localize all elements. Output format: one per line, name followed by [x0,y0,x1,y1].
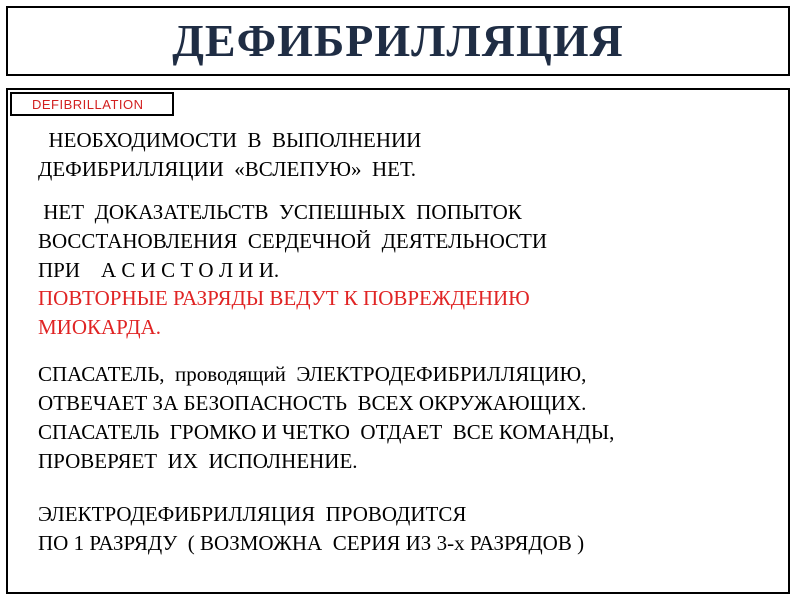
slide-title: ДЕФИБРИЛЛЯЦИЯ [172,15,624,66]
paragraph-line: НЕТ ДОКАЗАТЕЛЬСТВ УСПЕШНЫХ ПОПЫТОК [38,200,522,224]
paragraph-line: МИОКАРДА. [38,315,162,339]
tag-box [10,92,174,116]
paragraph-line: СПАСАТЕЛЬ, проводящий ЭЛЕКТРОДЕФИБРИЛЛЯЦИЮ, [38,362,587,386]
paragraph-line: ПО 1 РАЗРЯДУ ( ВОЗМОЖНА СЕРИЯ ИЗ 3-х РАЗРЯДОВ ) [38,531,585,555]
paragraph-line: ПРИ А С И С Т О Л И И. [38,258,280,282]
slide-tag: DEFIBRILLATION [32,96,144,112]
paragraph-rescuer-responsibility [38,360,614,476]
paragraph-line: ДЕФИБРИЛЛЯЦИИ «ВСЛЕПУЮ» НЕТ. [38,157,416,181]
paragraph-line: ВОССТАНОВЛЕНИЯ СЕРДЕЧНОЙ ДЕЯТЕЛЬНОСТИ [38,229,547,253]
paragraph-line: ПРОВЕРЯЕТ ИХ ИСПОЛНЕНИЕ. [38,449,358,473]
paragraph-line: ЭЛЕКТРОДЕФИБРИЛЛЯЦИЯ ПРОВОДИТСЯ [38,502,467,526]
paragraph-asystole [38,198,547,285]
paragraph-line: ОТВЕЧАЕТ ЗА БЕЗОПАСНОСТЬ ВСЕХ ОКРУЖАЮЩИХ. [38,391,587,415]
title-box [6,6,790,76]
paragraph-no-blind-defibrillation [38,126,421,184]
paragraph-line: НЕОБХОДИМОСТИ В ВЫПОЛНЕНИИ [38,128,422,152]
paragraph-discharge-series [38,500,584,558]
paragraph-myocardium-warning [38,284,530,342]
paragraph-line: СПАСАТЕЛЬ ГРОМКО И ЧЕТКО ОТДАЕТ ВСЕ КОМАНДЫ, [38,420,615,444]
paragraph-line: ПОВТОРНЫЕ РАЗРЯДЫ ВЕДУТ К ПОВРЕЖДЕНИЮ [38,286,530,310]
